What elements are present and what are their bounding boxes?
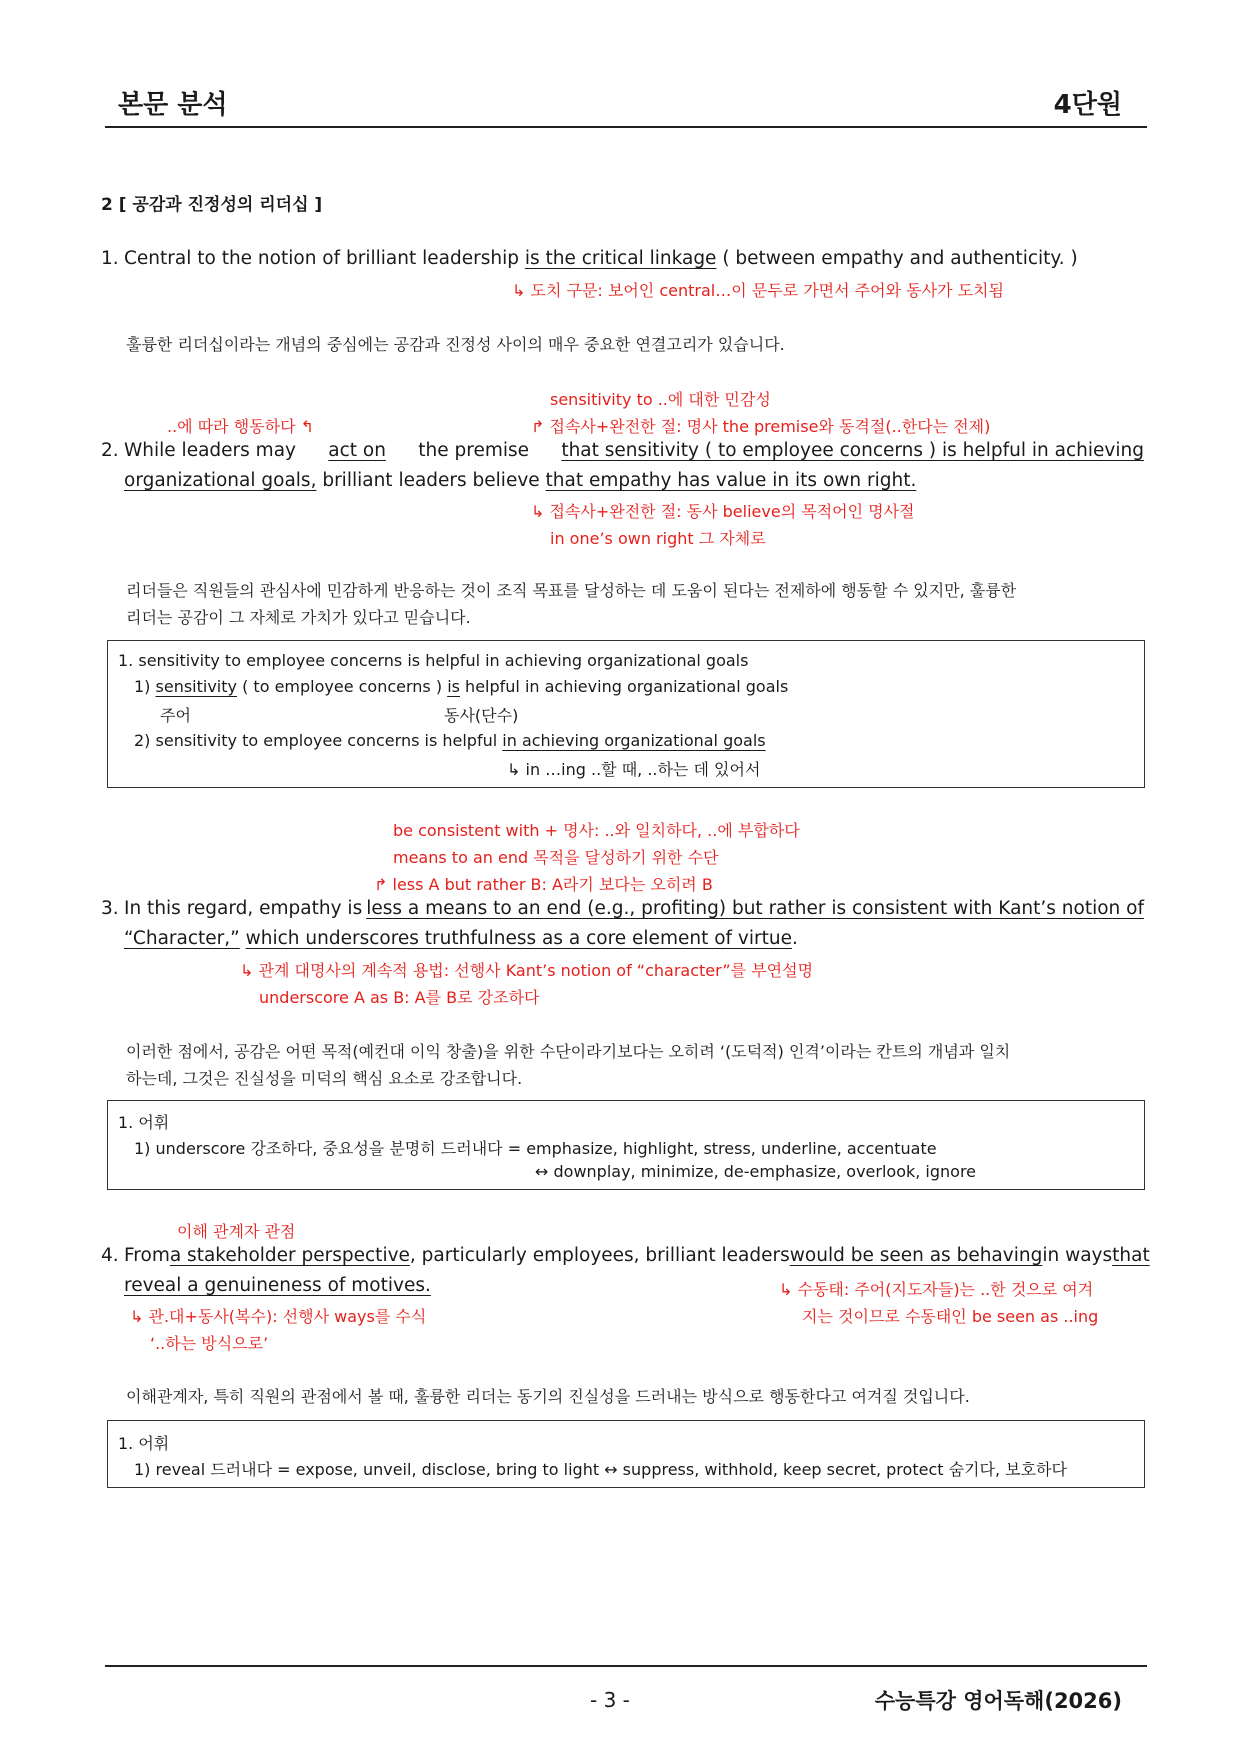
s4-text-b: , particularly employees, brilliant leaders: [409, 1245, 790, 1266]
s2-underline-empathy-clause: that empathy has value in its own right.: [545, 470, 917, 491]
sentence-1-note-inversion: ↳ 도치 구문: 보어인 central…이 문두로 가면서 주어와 동사가 도치됨: [512, 281, 1004, 300]
s2-underline-goals: organizational goals,: [124, 470, 317, 491]
vocab-box-2-title: 1. 어휘: [118, 1113, 170, 1132]
sentence-2-note-noun-clause: ↳ 접속사+완전한 절: 동사 believe의 목적어인 명사절: [531, 502, 915, 521]
s3-period: .: [791, 928, 798, 949]
s2-underline-that-clause: that sensitivity ( to employee concerns ) is helpful in achieving: [561, 440, 1144, 461]
sentence-3-line-2: [124, 928, 798, 949]
sentence-2-note-act-on: ..에 따라 행동하다 ↰: [167, 417, 315, 436]
s2-text-c: brilliant leaders believe: [316, 470, 546, 491]
s4-text-c: in ways: [1042, 1245, 1113, 1266]
grammar-box-1-line-1: 1. sensitivity to employee concerns is helpful in achieving organizational goals: [118, 651, 749, 670]
sentence-4-note-relative-line-1: ↳ 관.대+동사(복수): 선행사 ways를 수식: [130, 1307, 427, 1326]
s3-underline-less-but-rather: less a means to an end (e.g., profiting) but rather is consistent with Kant’s notion of: [366, 898, 1144, 919]
box1-l2-pre: 1): [134, 677, 156, 696]
footer-divider: [105, 1665, 1147, 1667]
page-number: - 3 -: [590, 1688, 630, 1712]
sentence-3-note-which: ↳ 관계 대명사의 계속적 용법: 선행사 Kant’s notion of “character”를 부연설명: [240, 961, 814, 980]
sentence-1-text: Central to the notion of brilliant leadership: [124, 248, 525, 269]
box1-underline-subject: sensitivity: [155, 677, 237, 696]
box1-underline-in-achieving: in achieving organizational goals: [502, 731, 766, 750]
sentence-2-translation-line-1: 리더들은 직원들의 관심사에 민감하게 반응하는 것이 조직 목표를 달성하는 데 도움이 된다는 전제하에 행동할 수 있지만, 훌륭한: [126, 581, 1017, 600]
grammar-box-1-subject-label: 주어: [160, 706, 191, 725]
s4-underline-that: that: [1112, 1245, 1150, 1266]
vocab-box-3-title: 1. 어휘: [118, 1434, 170, 1453]
sentence-3-translation-line-1: 이러한 점에서, 공감은 어떤 목적(예컨대 이익 창출)을 위한 수단이라기보다는 오히려 ‘(도덕적) 인격’이라는 칸트의 개념과 일치: [126, 1042, 1011, 1061]
sentence-3-translation-line-2: 하는데, 그것은 진실성을 미덕의 핵심 요소로 강조합니다.: [126, 1069, 523, 1088]
sentence-1-underline: is the critical linkage: [524, 248, 717, 269]
sentence-2-line-1: [124, 440, 1144, 461]
sentence-2-note-appositive: ↱ 접속사+완전한 절: 명사 the premise와 동격절(..한다는 전제): [531, 417, 991, 436]
sentence-1-number: 1.: [101, 248, 119, 269]
box1-underline-verb: is: [447, 677, 460, 696]
sentence-4-note-stakeholder: 이해 관계자 관점: [177, 1222, 296, 1241]
grammar-box-1-line-2: [134, 677, 788, 696]
sentence-4-note-relative-line-2: ‘..하는 방식으로’: [150, 1334, 269, 1353]
s2-text-a: While leaders may: [124, 440, 296, 461]
sentence-3-note-means: means to an end 목적을 달성하기 위한 수단: [393, 848, 719, 867]
s3-underline-character: “Character,”: [124, 928, 240, 949]
box1-l4-pre: 2) sensitivity to employee concerns is helpful: [134, 731, 503, 750]
sentence-2-note-own-right: in one’s own right 그 자체로: [550, 529, 766, 548]
sentence-2-line-2: [124, 470, 916, 491]
section-title: 2 [ 공감과 진정성의 리더십 ]: [101, 195, 323, 215]
sentence-4-note-passive-line-2: 지는 것이므로 수동태인 be seen as ..ing: [802, 1307, 1099, 1326]
sentence-2-number: 2.: [101, 440, 119, 461]
sentence-3-line-1: [124, 898, 1144, 919]
sentence-1-translation: 훌륭한 리더십이라는 개념의 중심에는 공감과 진정성 사이의 매우 중요한 연결고리가 있습니다.: [126, 335, 785, 354]
header-left-title: 본문 분석: [118, 90, 228, 120]
sentence-2-translation-line-2: 리더는 공감이 그 자체로 가치가 있다고 믿습니다.: [126, 608, 471, 627]
sentence-4-note-passive-line-1: ↳ 수동태: 주어(지도자들)는 ..한 것으로 여겨: [779, 1280, 1094, 1299]
vocab-box-3-entry: 1) reveal 드러내다 = expose, unveil, disclose, bring to light ↔ suppress, withhold, keep secret, protect 숨기다, 보호하다: [134, 1460, 1067, 1479]
sentence-3-number: 3.: [101, 898, 119, 919]
box1-l2-post: helpful in achieving organizational goals: [459, 677, 789, 696]
s2-text-b: the premise: [418, 440, 530, 461]
sentence-4-number: 4.: [101, 1245, 119, 1266]
header-divider: [105, 126, 1147, 128]
s4-underline-passive: would be seen as behaving: [789, 1245, 1043, 1266]
sentence-3-note-consistent: be consistent with + 명사: ..와 일치하다, ..에 부합하다: [393, 821, 800, 840]
vocab-box-2-antonyms: ↔ downplay, minimize, de-emphasize, overlook, ignore: [535, 1162, 977, 1181]
grammar-box-1-line-5: ↳ in …ing ..할 때, ..하는 데 있어서: [507, 760, 761, 779]
sentence-3-note-less: ↱ less A but rather B: A라기 보다는 오히려 B: [374, 875, 713, 894]
sentence-4-line-2: [124, 1275, 431, 1296]
sentence-1-text-end: ( between empathy and authenticity. ): [716, 248, 1078, 269]
s3-underline-which-clause: which underscores truthfulness as a core element of virtue: [245, 928, 792, 949]
grammar-box-1-verb-label: 동사(단수): [444, 706, 519, 725]
box1-l2-mid: ( to employee concerns ): [237, 677, 448, 696]
s4-text-a: From: [124, 1245, 170, 1266]
grammar-box-1-line-4: [134, 731, 766, 750]
sentence-2-note-sensitivity: sensitivity to ..에 대한 민감성: [550, 390, 771, 409]
sentence-4-translation: 이해관계자, 특히 직원의 관점에서 볼 때, 훌륭한 리더는 동기의 진실성을 드러내는 방식으로 행동한다고 여겨질 것입니다.: [126, 1387, 970, 1406]
footer-book-title: 수능특강 영어독해(2026): [874, 1689, 1122, 1713]
s2-underline-act-on: act on: [328, 440, 386, 461]
s4-underline-reveal: reveal a genuineness of motives.: [124, 1275, 431, 1296]
header-unit-label: 4단원: [1053, 90, 1122, 120]
vocab-box-2-synonyms: 1) underscore 강조하다, 중요성을 분명히 드러내다 = emphasize, highlight, stress, underline, accentuate: [134, 1139, 937, 1158]
s3-text-a: In this regard, empathy is: [124, 898, 363, 919]
s4-underline-stakeholder: a stakeholder perspective: [169, 1245, 410, 1266]
sentence-3-note-underscore: underscore A as B: A를 B로 강조하다: [259, 988, 540, 1007]
sentence-1: [124, 248, 1078, 269]
sentence-4-line-1: [124, 1245, 1150, 1266]
